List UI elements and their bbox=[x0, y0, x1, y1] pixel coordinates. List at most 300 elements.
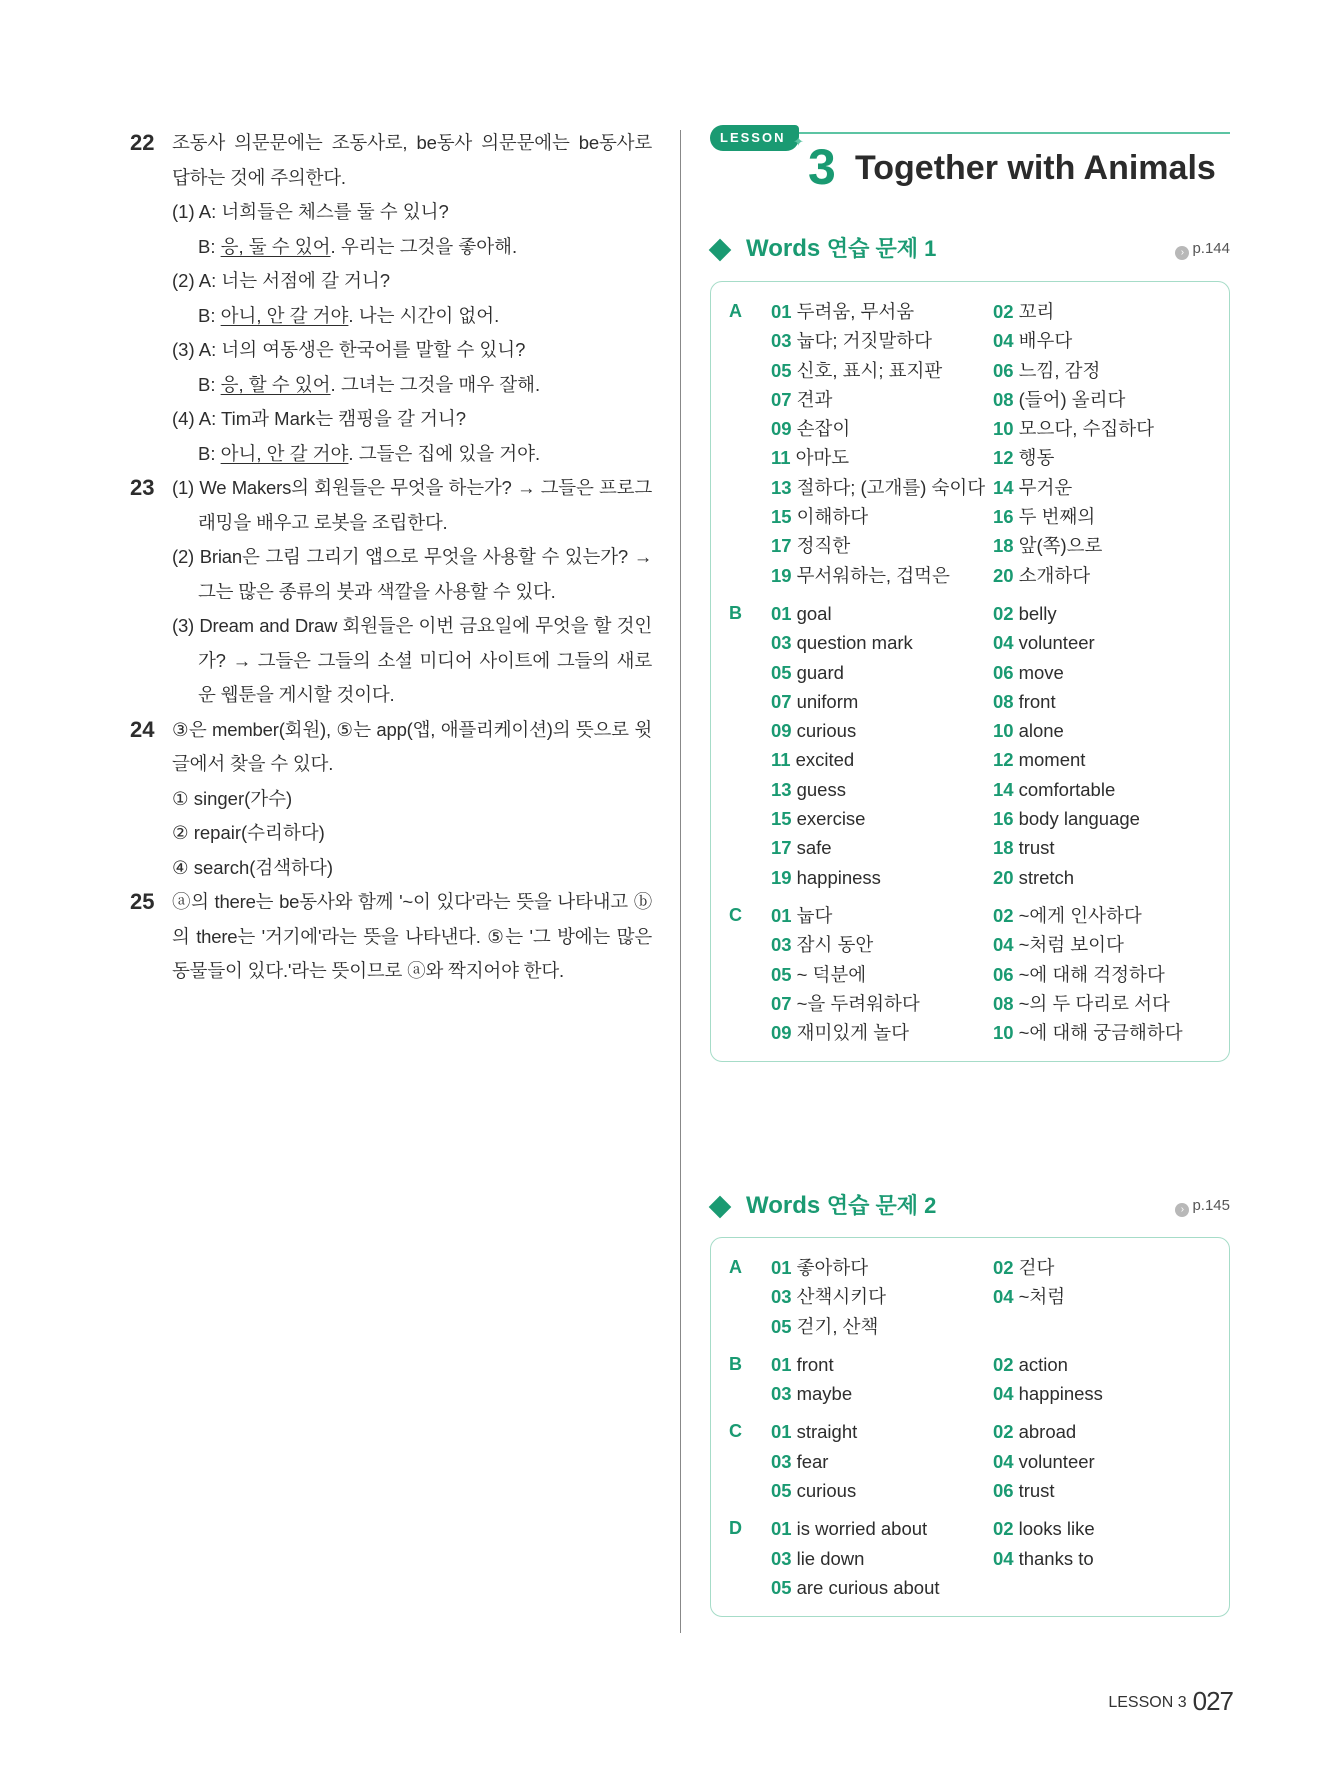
diamond-icon bbox=[709, 1196, 732, 1219]
word-item bbox=[771, 1312, 993, 1341]
word-item bbox=[771, 804, 993, 833]
question-number: 22 bbox=[130, 130, 155, 155]
word-item bbox=[993, 414, 1203, 443]
item-text: trust bbox=[1018, 837, 1055, 859]
item-number: 05 bbox=[771, 1315, 792, 1337]
dialog-line-a: (2) A: 너는 서점에 갈 거니? bbox=[172, 270, 391, 291]
item-text: question mark bbox=[796, 632, 913, 654]
item-number: 04 bbox=[993, 1450, 1014, 1472]
word-item bbox=[771, 1447, 993, 1476]
question-number: 25 bbox=[130, 889, 155, 914]
word-item bbox=[771, 531, 993, 560]
word-item bbox=[993, 833, 1203, 862]
word-item bbox=[771, 1417, 993, 1446]
word-grid bbox=[771, 1514, 1203, 1602]
item-text: 앞(쪽)으로 bbox=[1018, 535, 1103, 557]
item-text: alone bbox=[1018, 720, 1064, 742]
item-text: 재미있게 놀다 bbox=[796, 1022, 909, 1044]
question-items bbox=[172, 782, 652, 886]
word-item bbox=[771, 833, 993, 862]
word-item bbox=[993, 628, 1203, 657]
word-item bbox=[993, 863, 1203, 892]
item-text: 신호, 표시; 표지판 bbox=[796, 359, 943, 381]
group-letter: A bbox=[729, 1257, 742, 1277]
word-item bbox=[771, 1379, 993, 1408]
item-text: ~에게 인사하다 bbox=[1018, 904, 1142, 926]
section-title-en: Words bbox=[746, 235, 821, 262]
item-number: 08 bbox=[993, 690, 1014, 712]
item-number: 05 bbox=[771, 1576, 792, 1598]
question-text: ⓐ의 there는 be동사와 함께 '~이 있다'라는 뜻을 나타내고 ⓑ의 there는 '거기에'라는 뜻을 나타낸다. ⑤는 '그 방에는 많은 동물들이 있다.'라는 뜻이므로 ⓐ와 짝지어야 한다. bbox=[172, 891, 652, 981]
item-number: 09 bbox=[771, 1022, 792, 1044]
word-item bbox=[771, 502, 993, 531]
item-number: 02 bbox=[993, 1257, 1014, 1278]
word-item bbox=[993, 687, 1203, 716]
item-number: 03 bbox=[771, 1547, 792, 1569]
option-item: ② repair(수리하다) bbox=[172, 822, 325, 843]
item-number: 05 bbox=[771, 1480, 792, 1502]
word-item bbox=[993, 1447, 1203, 1476]
word-item bbox=[993, 473, 1203, 502]
word-item bbox=[993, 930, 1203, 959]
word-item bbox=[993, 502, 1203, 531]
section-title-en: Words bbox=[746, 1192, 821, 1219]
dialog-line-b bbox=[172, 299, 652, 334]
item-text: 꼬리 bbox=[1018, 301, 1055, 322]
page-reference bbox=[1175, 238, 1230, 260]
word-item bbox=[993, 1544, 1203, 1573]
item-number: 03 bbox=[771, 1383, 792, 1405]
item-number: 18 bbox=[993, 535, 1014, 557]
underlined-answer: 아니, 안 갈 거야 bbox=[220, 304, 349, 326]
item-text: happiness bbox=[1018, 1383, 1103, 1405]
item-number: 05 bbox=[771, 359, 792, 381]
item-number: 10 bbox=[993, 418, 1014, 440]
answer-rest: . 나는 시간이 없어. bbox=[348, 304, 500, 326]
item-number: 10 bbox=[993, 720, 1014, 742]
word-group bbox=[711, 1417, 1229, 1505]
item-number: 16 bbox=[993, 808, 1014, 830]
item-text: ~의 두 다리로 서다 bbox=[1018, 992, 1170, 1014]
item-text: move bbox=[1018, 661, 1064, 683]
word-item bbox=[993, 1282, 1203, 1311]
section-title bbox=[746, 232, 936, 266]
page-number: 027 bbox=[1192, 1686, 1233, 1716]
item-number: 12 bbox=[993, 447, 1014, 469]
item-text: 걷다 bbox=[1018, 1257, 1055, 1278]
group-letter: C bbox=[729, 1421, 742, 1442]
item-text: 좋아하다 bbox=[796, 1257, 869, 1278]
item-number: 02 bbox=[993, 301, 1014, 322]
item-text: 눕다 bbox=[796, 904, 833, 926]
word-group bbox=[711, 901, 1229, 1047]
item-text: (들어) 올리다 bbox=[1018, 388, 1126, 410]
question-25 bbox=[130, 885, 652, 989]
lesson-number: 3 bbox=[808, 139, 836, 195]
word-item bbox=[993, 775, 1203, 804]
word-item bbox=[771, 658, 993, 687]
item-number: 15 bbox=[771, 808, 792, 830]
word-item bbox=[771, 863, 993, 892]
word-item bbox=[771, 1018, 993, 1047]
group-letter: C bbox=[729, 904, 742, 925]
footer-lesson: LESSON 3 bbox=[1108, 1694, 1187, 1711]
word-item bbox=[993, 658, 1203, 687]
item-number: 11 bbox=[771, 447, 791, 469]
item-text: 손잡이 bbox=[796, 418, 851, 440]
underlined-answer: 응, 할 수 있어 bbox=[220, 373, 331, 395]
item-number: 08 bbox=[993, 992, 1014, 1014]
word-group bbox=[711, 599, 1229, 892]
item-number: 20 bbox=[993, 866, 1014, 888]
answer-rest: . 우리는 그것을 좋아해. bbox=[330, 235, 518, 257]
item-text: 산책시키다 bbox=[796, 1286, 886, 1308]
word-item bbox=[771, 628, 993, 657]
item-text: 잠시 동안 bbox=[796, 934, 874, 956]
item-text: ~ 덕분에 bbox=[796, 963, 867, 985]
word-item bbox=[771, 561, 993, 590]
item-number: 19 bbox=[771, 564, 792, 586]
word-item bbox=[771, 443, 993, 472]
item-number: 01 bbox=[771, 1257, 792, 1278]
item-number: 01 bbox=[771, 1353, 792, 1375]
item-number: 03 bbox=[771, 1450, 792, 1472]
sparkle-icon: ✦ bbox=[793, 134, 804, 149]
word-item bbox=[771, 1514, 993, 1543]
word-item bbox=[993, 385, 1203, 414]
item-text: ~에 대해 궁금해하다 bbox=[1018, 1022, 1183, 1044]
item-text: 느낌, 감정 bbox=[1018, 359, 1101, 381]
option-item: ④ search(검색하다) bbox=[172, 856, 334, 878]
item-number: 02 bbox=[993, 602, 1014, 624]
word-grid bbox=[771, 297, 1203, 590]
item-text: 견과 bbox=[796, 388, 833, 410]
item-text: maybe bbox=[796, 1383, 853, 1405]
word-item bbox=[771, 1253, 993, 1282]
item-number: 02 bbox=[993, 1353, 1014, 1375]
item-text: action bbox=[1018, 1353, 1068, 1375]
word-item bbox=[771, 385, 993, 414]
word-item bbox=[771, 989, 993, 1018]
lesson-header bbox=[710, 128, 1230, 198]
word-item bbox=[993, 1476, 1203, 1505]
underlined-answer: 응, 둘 수 있어 bbox=[220, 235, 331, 257]
word-item bbox=[771, 326, 993, 355]
item-text: 눕다; 거짓말하다 bbox=[796, 330, 932, 352]
item-text: 모으다, 수집하다 bbox=[1018, 418, 1154, 440]
item-text: 소개하다 bbox=[1018, 564, 1091, 586]
item-number: 02 bbox=[993, 1518, 1014, 1540]
answer-rest: . 그녀는 그것을 매우 잘해. bbox=[330, 373, 541, 395]
item-text: 이해하다 bbox=[796, 506, 869, 528]
item-text: abroad bbox=[1018, 1421, 1077, 1443]
word-grid bbox=[771, 901, 1203, 1047]
word-item bbox=[993, 960, 1203, 989]
lesson-title: Together with Animals bbox=[855, 149, 1216, 187]
word-item bbox=[993, 1379, 1203, 1408]
item-number: 04 bbox=[993, 1547, 1014, 1569]
item-number: 14 bbox=[993, 476, 1014, 498]
item-number: 08 bbox=[993, 388, 1014, 410]
word-item bbox=[771, 775, 993, 804]
section-2-header bbox=[710, 1189, 1230, 1223]
word-item bbox=[993, 745, 1203, 774]
item-text: exercise bbox=[796, 808, 866, 830]
item-text: ~처럼 bbox=[1018, 1286, 1066, 1308]
item-text: 배우다 bbox=[1018, 330, 1073, 352]
item-number: 06 bbox=[993, 661, 1014, 683]
question-intro: 조동사 의문문에는 조동사로, be동사 의문문에는 be동사로 답하는 것에 주의한다. bbox=[172, 132, 652, 188]
word-item bbox=[993, 716, 1203, 745]
item-number: 13 bbox=[771, 476, 792, 498]
group-letter: B bbox=[729, 602, 742, 623]
word-item bbox=[993, 901, 1203, 930]
word-item bbox=[993, 1018, 1203, 1047]
word-grid bbox=[771, 1350, 1203, 1409]
dialog-line-b bbox=[172, 230, 652, 265]
item-number: 04 bbox=[993, 934, 1014, 956]
speaker-label: B: bbox=[198, 304, 221, 326]
item-text: front bbox=[796, 1353, 834, 1375]
item-text: goal bbox=[796, 602, 832, 624]
item-text: 걷기, 산책 bbox=[796, 1315, 879, 1337]
word-group bbox=[711, 1350, 1229, 1409]
word-group bbox=[711, 1253, 1229, 1341]
word-grid bbox=[771, 1253, 1203, 1341]
item-text: 아마도 bbox=[795, 447, 850, 469]
item-text: volunteer bbox=[1018, 632, 1095, 654]
word-item bbox=[771, 1573, 993, 1602]
item-number: 15 bbox=[771, 506, 792, 528]
question-24 bbox=[130, 713, 652, 886]
word-item bbox=[771, 473, 993, 502]
item-text: happiness bbox=[796, 866, 881, 888]
item-number: 14 bbox=[993, 778, 1014, 800]
item-text: moment bbox=[1018, 749, 1086, 771]
item-text: looks like bbox=[1018, 1518, 1095, 1540]
item-text: are curious about bbox=[796, 1576, 940, 1598]
item-number: 07 bbox=[771, 388, 792, 410]
item-number: 07 bbox=[771, 690, 792, 712]
item-text: guess bbox=[796, 778, 846, 800]
dialog-line-a: (3) A: 너의 여동생은 한국어를 말할 수 있니? bbox=[172, 339, 526, 360]
item-number: 17 bbox=[771, 535, 792, 557]
page-reference-text: p.144 bbox=[1192, 240, 1230, 257]
item-number: 16 bbox=[993, 506, 1014, 528]
word-item bbox=[993, 989, 1203, 1018]
item-text: comfortable bbox=[1018, 778, 1116, 800]
item-text: 행동 bbox=[1018, 447, 1055, 469]
item-text: ~에 대해 걱정하다 bbox=[1018, 963, 1165, 985]
section-title-kr: 연습 문제 1 bbox=[826, 236, 937, 261]
question-22 bbox=[130, 126, 652, 471]
item-number: 12 bbox=[993, 749, 1014, 771]
speaker-label: B: bbox=[198, 235, 221, 257]
item-text: ~처럼 보이다 bbox=[1018, 934, 1124, 956]
word-item bbox=[993, 1350, 1203, 1379]
word-item bbox=[993, 326, 1203, 355]
item-text: 절하다; (고개를) 숙이다 bbox=[796, 476, 986, 498]
item-text: 정직한 bbox=[796, 535, 851, 557]
item-text: trust bbox=[1018, 1480, 1055, 1502]
group-letter: A bbox=[729, 301, 742, 321]
item-text: safe bbox=[796, 837, 832, 859]
item-number: 01 bbox=[771, 1518, 792, 1540]
word-item bbox=[771, 745, 993, 774]
option-item: ① singer(가수) bbox=[172, 787, 293, 809]
item-text: curious bbox=[796, 720, 857, 742]
dialog-line-a: (4) A: Tim과 Mark는 캠핑을 갈 거니? bbox=[172, 408, 467, 429]
item-number: 03 bbox=[771, 934, 792, 956]
word-item bbox=[771, 356, 993, 385]
item-text: uniform bbox=[796, 690, 859, 712]
section-title-kr: 연습 문제 2 bbox=[826, 1193, 937, 1218]
word-item bbox=[993, 297, 1203, 326]
item-text: straight bbox=[796, 1421, 858, 1443]
item-number: 01 bbox=[771, 904, 792, 926]
item-number: 06 bbox=[993, 1480, 1014, 1502]
item-number: 20 bbox=[993, 564, 1014, 586]
word-item bbox=[771, 599, 993, 628]
item-text: curious bbox=[796, 1480, 857, 1502]
word-item bbox=[993, 804, 1203, 833]
item-text: 두려움, 무서움 bbox=[796, 301, 915, 322]
item-number: 05 bbox=[771, 963, 792, 985]
word-item bbox=[993, 443, 1203, 472]
word-item bbox=[993, 561, 1203, 590]
diamond-icon bbox=[709, 239, 732, 262]
word-item bbox=[771, 414, 993, 443]
question-items bbox=[172, 195, 652, 471]
item-number: 03 bbox=[771, 632, 792, 654]
word-group bbox=[711, 1514, 1229, 1602]
section-1-box bbox=[710, 281, 1230, 1062]
item-text: fear bbox=[796, 1450, 829, 1472]
section-1-header bbox=[710, 232, 1230, 266]
item-number: 04 bbox=[993, 1383, 1014, 1405]
page-footer bbox=[1108, 1686, 1233, 1717]
item-number: 03 bbox=[771, 330, 792, 352]
word-item bbox=[771, 1544, 993, 1573]
item-number: 05 bbox=[771, 661, 792, 683]
speaker-label: B: bbox=[198, 373, 221, 395]
word-item bbox=[993, 531, 1203, 560]
column-divider bbox=[680, 130, 681, 1633]
word-item bbox=[771, 297, 993, 326]
word-item bbox=[771, 930, 993, 959]
arrow-right-icon: › bbox=[1175, 246, 1189, 260]
underlined-answer: 아니, 안 갈 거야 bbox=[220, 442, 349, 464]
item-text: guard bbox=[796, 661, 844, 683]
item-number: 02 bbox=[993, 904, 1014, 926]
item-text: thanks to bbox=[1018, 1547, 1094, 1569]
word-item bbox=[771, 687, 993, 716]
lesson-badge: LESSON bbox=[710, 125, 799, 151]
word-grid bbox=[771, 599, 1203, 892]
item-text: 무서워하는, 겁먹은 bbox=[796, 564, 950, 586]
item-text: excited bbox=[795, 749, 855, 771]
item-text: 무거운 bbox=[1018, 476, 1073, 498]
item-text: is worried about bbox=[796, 1518, 928, 1540]
dialog-line-b bbox=[172, 368, 652, 403]
word-group bbox=[711, 297, 1229, 590]
page-reference-text: p.145 bbox=[1192, 1197, 1230, 1214]
item-number: 04 bbox=[993, 330, 1014, 352]
item-text: 두 번째의 bbox=[1018, 506, 1096, 528]
item-text: ~을 두려워하다 bbox=[796, 992, 920, 1014]
item-number: 06 bbox=[993, 963, 1014, 985]
item-number: 01 bbox=[771, 1421, 792, 1443]
item-number: 04 bbox=[993, 1286, 1014, 1308]
section-2-box bbox=[710, 1237, 1230, 1617]
item-number: 13 bbox=[771, 778, 792, 800]
item-text: belly bbox=[1018, 602, 1057, 624]
item-number: 01 bbox=[771, 301, 792, 322]
word-item bbox=[771, 960, 993, 989]
word-item bbox=[771, 901, 993, 930]
word-item bbox=[993, 1514, 1203, 1543]
word-item bbox=[771, 1476, 993, 1505]
question-intro: ③은 member(회원), ⑤는 app(앱, 애플리케이션)의 뜻으로 윗글에서 찾을 수 있다. bbox=[172, 718, 652, 774]
item-number: 01 bbox=[771, 602, 792, 624]
item-number: 11 bbox=[771, 749, 791, 771]
item-number: 09 bbox=[771, 418, 792, 440]
item-number: 02 bbox=[993, 1421, 1014, 1443]
item-text: stretch bbox=[1018, 866, 1075, 888]
item-text: front bbox=[1018, 690, 1056, 712]
item-number: 03 bbox=[771, 1286, 792, 1308]
word-grid bbox=[771, 1417, 1203, 1505]
answer-item: (2) Brian은 그림 그리기 앱으로 무엇을 사용할 수 있는가? → 그는 많은 종류의 붓과 색깔을 사용할 수 있다. bbox=[172, 546, 652, 602]
speaker-label: B: bbox=[198, 442, 221, 464]
question-23 bbox=[130, 471, 652, 713]
left-column bbox=[130, 126, 652, 989]
word-item bbox=[993, 1253, 1203, 1282]
item-number: 17 bbox=[771, 837, 792, 859]
item-text: volunteer bbox=[1018, 1450, 1095, 1472]
word-item bbox=[771, 1350, 993, 1379]
item-text: body language bbox=[1018, 808, 1140, 830]
group-letter: B bbox=[729, 1353, 742, 1374]
section-title bbox=[746, 1189, 936, 1223]
arrow-right-icon: › bbox=[1175, 1203, 1189, 1217]
page-reference bbox=[1175, 1195, 1230, 1217]
item-text: lie down bbox=[796, 1547, 865, 1569]
header-rule bbox=[790, 132, 1230, 134]
item-number: 06 bbox=[993, 359, 1014, 381]
dialog-line-a: (1) A: 너희들은 체스를 둘 수 있니? bbox=[172, 201, 449, 222]
word-item bbox=[993, 599, 1203, 628]
item-number: 04 bbox=[993, 632, 1014, 654]
answer-item: (1) We Makers의 회원들은 무엇을 하는가? → 그들은 프로그래밍을 배우고 로봇을 조립한다. bbox=[172, 477, 652, 533]
question-number: 24 bbox=[130, 716, 155, 742]
item-number: 09 bbox=[771, 720, 792, 742]
word-item bbox=[993, 356, 1203, 385]
item-number: 19 bbox=[771, 866, 792, 888]
question-number: 23 bbox=[130, 475, 155, 500]
item-number: 07 bbox=[771, 992, 792, 1014]
question-items bbox=[172, 471, 652, 713]
word-item bbox=[993, 1417, 1203, 1446]
word-item bbox=[771, 1282, 993, 1311]
word-item bbox=[771, 716, 993, 745]
dialog-line-b bbox=[172, 437, 652, 472]
item-number: 18 bbox=[993, 837, 1014, 859]
item-number: 10 bbox=[993, 1022, 1014, 1044]
answer-rest: . 그들은 집에 있을 거야. bbox=[348, 442, 541, 464]
answer-item: (3) Dream and Draw 회원들은 이번 금요일에 무엇을 할 것인가? → 그들은 그들의 소셜 미디어 사이트에 그들의 새로운 웹툰을 게시할 것이다. bbox=[172, 615, 652, 705]
group-letter: D bbox=[729, 1518, 742, 1539]
